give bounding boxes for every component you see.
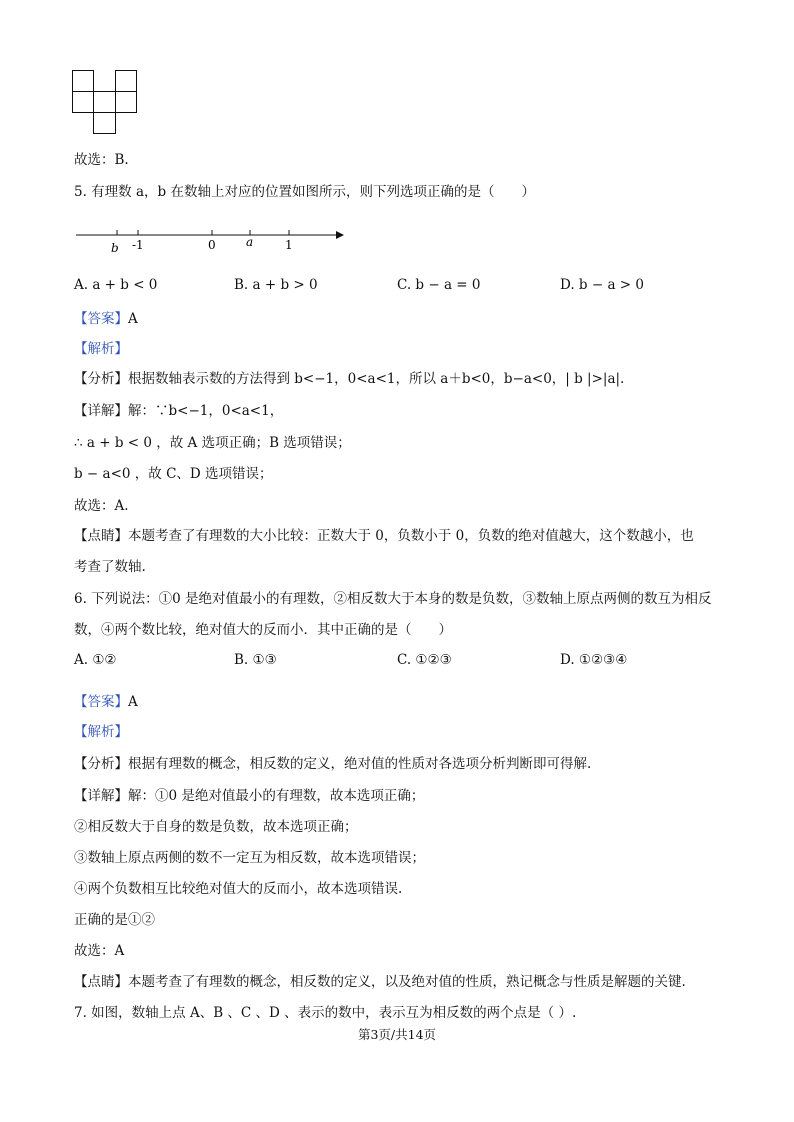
q5-option-c: C. b − a = 0 xyxy=(397,277,481,293)
q5-option-a: A. a + b < 0 xyxy=(74,277,158,293)
q6-option-a: A. ①② xyxy=(74,652,117,668)
numberline-label-b: b xyxy=(111,241,119,255)
q5-fenxi: 【分析】根据数轴表示数的方法得到 b<−1，0<a<1，所以 a＋b<0，b−a<0，| b |>|a|. xyxy=(74,371,625,387)
q6-detail-1: 【详解】解：①0 是绝对值最小的有理数，故本选项正确； xyxy=(74,788,425,804)
q7-stem: 7. 如图，数轴上点 A、B 、C 、D 、表示的数中，表示互为相反数的两个点是（ ）. xyxy=(74,1005,577,1021)
answer-tag: 【答案】 xyxy=(74,694,128,710)
q6-analysis-tag: 【解析】 xyxy=(74,724,128,740)
numberline-label-a: a xyxy=(246,235,254,249)
q5-number-line xyxy=(74,222,344,258)
q6-option-c: C. ①②③ xyxy=(397,652,452,668)
answer-value: A xyxy=(128,694,138,710)
q6-fenxi: 【分析】根据有理数的概念，相反数的定义，绝对值的性质对各选项分析判断即可得解. xyxy=(74,756,592,772)
q6-dianjing: 【点睛】本题考查了有理数的概念，相反数的定义，以及绝对值的性质，熟记概念与性质是解题的关键. xyxy=(74,974,686,990)
q5-option-d: D. b − a > 0 xyxy=(560,277,644,293)
numberline-label-0: 0 xyxy=(208,238,216,252)
q6-option-b: B. ①③ xyxy=(234,652,277,668)
net-square xyxy=(93,91,116,113)
q6-detail-2: ②相反数大于自身的数是负数，故本选项正确； xyxy=(74,819,358,835)
q5-dianjing-1: 【点睛】本题考查了有理数的大小比较：正数大于 0，负数小于 0，负数的绝对值越大，这个数越小，也 xyxy=(74,528,694,544)
net-square xyxy=(115,70,137,92)
numberline-label-1: 1 xyxy=(285,238,293,252)
q5-option-b: B. a + b > 0 xyxy=(234,277,318,293)
q5-conclusion: 故选：A. xyxy=(74,498,129,514)
q6-detail-4: ④两个负数相互比较绝对值大的反而小，故本选项错误. xyxy=(74,881,403,897)
q5-dianjing-2: 考查了数轴. xyxy=(74,559,146,575)
net-square xyxy=(115,91,137,113)
q6-answer xyxy=(74,693,138,711)
answer-value: A xyxy=(128,311,138,327)
q4-conclusion: 故选：B. xyxy=(74,152,129,168)
net-square xyxy=(93,112,116,134)
q5-answer xyxy=(74,310,138,328)
cube-net-figure xyxy=(72,70,138,134)
q6-option-d: D. ①②③④ xyxy=(560,652,628,668)
numberline-label-neg1: -1 xyxy=(132,238,144,252)
q5-detail-1: 【详解】解：∵b<−1，0<a<1， xyxy=(74,403,284,419)
q6-stem-2: 数，④两个数比较，绝对值大的反而小．其中正确的是（ ） xyxy=(74,622,452,638)
q6-stem-1: 6. 下列说法：①0 是绝对值最小的有理数，②相反数大于本身的数是负数，③数轴上原点两侧的数互为相反 xyxy=(74,591,712,607)
answer-tag: 【答案】 xyxy=(74,311,128,327)
q5-detail-2: ∴ a + b < 0 ，故 A 选项正确；B 选项错误； xyxy=(74,435,351,451)
net-square xyxy=(72,70,94,92)
net-square xyxy=(72,91,94,113)
q6-detail-3: ③数轴上原点两侧的数不一定互为相反数，故本选项错误； xyxy=(74,850,425,866)
q5-detail-3: b − a<0 ，故 C、D 选项错误； xyxy=(74,466,273,482)
q5-stem: 5. 有理数 a，b 在数轴上对应的位置如图所示，则下列选项正确的是（ ） xyxy=(74,184,535,200)
page-footer: 第3页/共14页 xyxy=(357,1027,437,1042)
q6-conclusion: 故选：A xyxy=(74,943,125,959)
q6-correct: 正确的是①② xyxy=(74,912,155,928)
q5-analysis-tag: 【解析】 xyxy=(74,341,128,357)
